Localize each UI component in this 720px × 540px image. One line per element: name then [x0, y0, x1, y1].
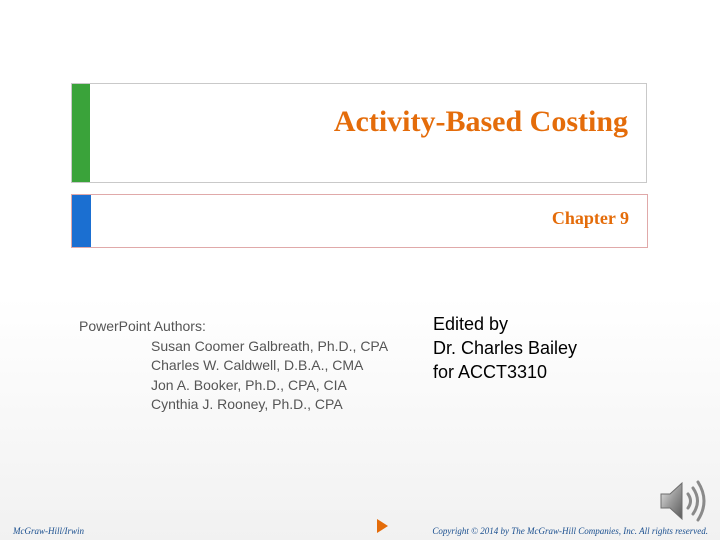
authors-label: PowerPoint Authors:: [79, 318, 206, 334]
slide-title: Activity-Based Costing: [333, 105, 628, 138]
chapter-label: Chapter 9: [551, 208, 629, 228]
play-arrow-icon[interactable]: [377, 519, 388, 533]
title-accent-bar: [72, 84, 90, 182]
edited-by-block: [433, 312, 577, 384]
author-name: Jon A. Booker, Ph.D., CPA, CIA: [151, 376, 347, 393]
author-name: Cynthia J. Rooney, Ph.D., CPA: [151, 396, 343, 412]
author-name: Susan Coomer Galbreath, Ph.D., CPA: [151, 337, 389, 354]
speaker-icon[interactable]: [658, 478, 708, 524]
author-name: Charles W. Caldwell, D.B.A., CMA: [151, 357, 364, 373]
authors-block: [79, 317, 388, 415]
chapter-box: [71, 194, 648, 248]
footer-copyright: Copyright © 2014 by The McGraw-Hill Companies, Inc. All rights reserved.: [432, 526, 708, 536]
chapter-accent-bar: [72, 195, 91, 247]
edited-line: Dr. Charles Bailey: [433, 338, 578, 358]
title-box: [71, 83, 647, 183]
edited-line: for ACCT3310: [433, 362, 548, 382]
edited-line: Edited by: [433, 314, 509, 334]
footer-publisher: McGraw-Hill/Irwin: [13, 526, 84, 536]
